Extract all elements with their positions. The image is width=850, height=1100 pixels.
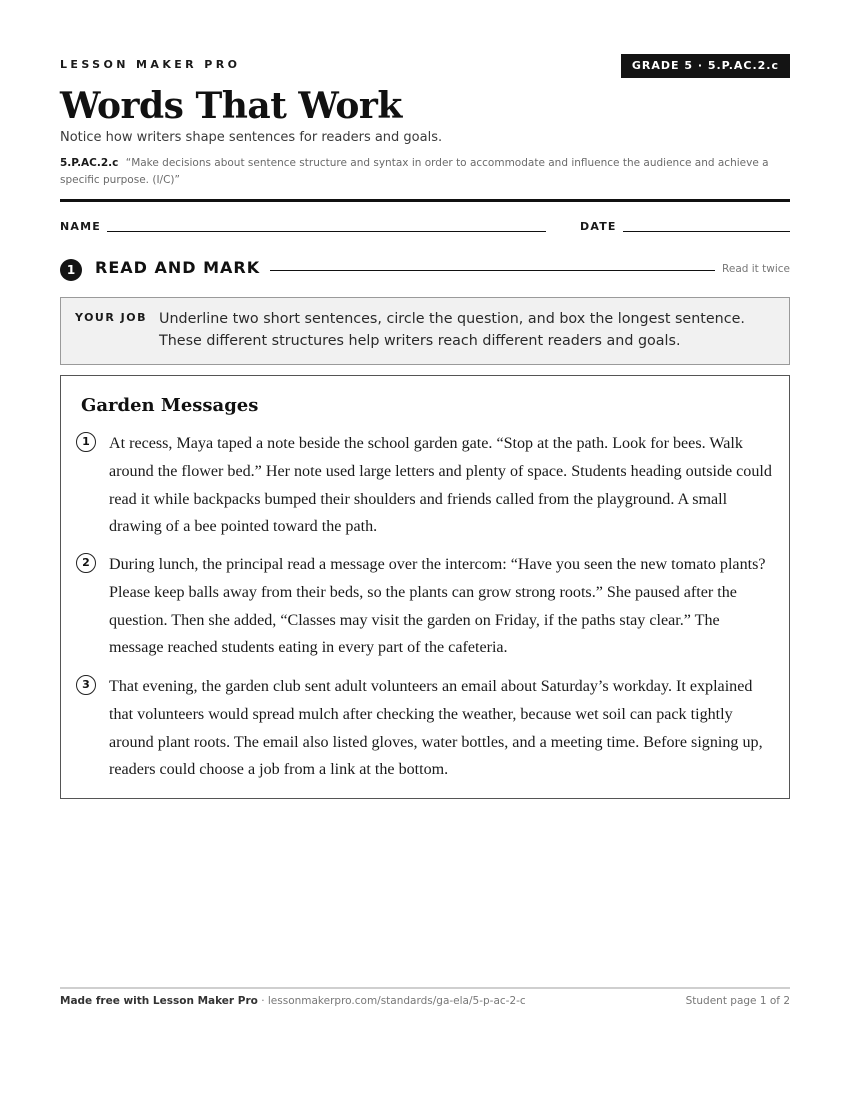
standard-code: 5.P.AC.2.c xyxy=(60,157,119,169)
paragraph-number: 3 xyxy=(76,675,96,695)
section-divider xyxy=(270,270,715,271)
date-label: DATE xyxy=(580,220,617,233)
instructions-label: YOUR JOB xyxy=(75,311,147,324)
page-number: Student page 1 of 2 xyxy=(685,995,790,1007)
instructions-box xyxy=(60,297,790,365)
paragraph-number: 2 xyxy=(76,553,96,573)
footer-url[interactable]: lessonmakerpro.com/standards/ga-ela/5-p-ac-2-c xyxy=(267,995,526,1007)
standard-description xyxy=(60,155,788,189)
page-title: Words That Work xyxy=(60,85,402,127)
paragraph-text: At recess, Maya taped a note beside the school garden gate. “Stop at the path. Look for bees. Walk around the flower bed.” Her note used large letters and plenty of space. Students heading outside could read it while backpacks bumped their shoulders and friends called from the playground. A small drawing of a bee pointed toward the path. xyxy=(109,435,772,536)
passage-title: Garden Messages xyxy=(81,395,259,416)
footer-divider xyxy=(60,987,790,989)
section-number-badge: 1 xyxy=(60,259,82,281)
paragraph-text: That evening, the garden club sent adult volunteers an email about Saturday’s workday. It explained that volunteers would spread mulch after checking the weather, because wet soil can pack tightly around plant roots. The email also listed gloves, water bottles, and a meeting time. Before signing up, readers could choose a job from a link at the bottom. xyxy=(109,678,763,779)
page-subtitle: Notice how writers shape sentences for readers and goals. xyxy=(60,130,443,145)
date-field[interactable] xyxy=(623,231,790,232)
header-divider xyxy=(60,199,790,202)
worksheet-page xyxy=(60,0,790,1100)
paragraph-text: During lunch, the principal read a message over the intercom: “Have you seen the new tomato plants? Please keep balls away from their beds, so the plants can grow strong roots.” She paused after the question. Then she added, “Classes may visit the garden on Friday, if the paths stay clear.” The message reached students eating in every part of the cafeteria. xyxy=(109,556,766,657)
brand-name: LESSON MAKER PRO xyxy=(60,58,241,71)
footer-separator: · xyxy=(257,995,268,1007)
name-field[interactable] xyxy=(107,231,546,232)
section-title: READ AND MARK xyxy=(95,258,261,277)
grade-badge: GRADE 5 · 5.P.AC.2.c xyxy=(621,54,790,78)
footer-credit xyxy=(60,995,526,1007)
instructions-text: Underline two short sentences, circle the question, and box the longest sentence. These different structures help writers reach different readers and goals. xyxy=(159,311,745,349)
standard-text: “Make decisions about sentence structure and syntax in order to accommodate and influence the audience and achieve a specific purpose. (I/C)” xyxy=(60,157,769,186)
name-label: NAME xyxy=(60,220,101,233)
paragraph-number: 1 xyxy=(76,432,96,452)
footer-made-with: Made free with Lesson Maker Pro xyxy=(60,995,258,1007)
reading-passage xyxy=(60,375,790,799)
section-note: Read it twice xyxy=(722,263,790,275)
